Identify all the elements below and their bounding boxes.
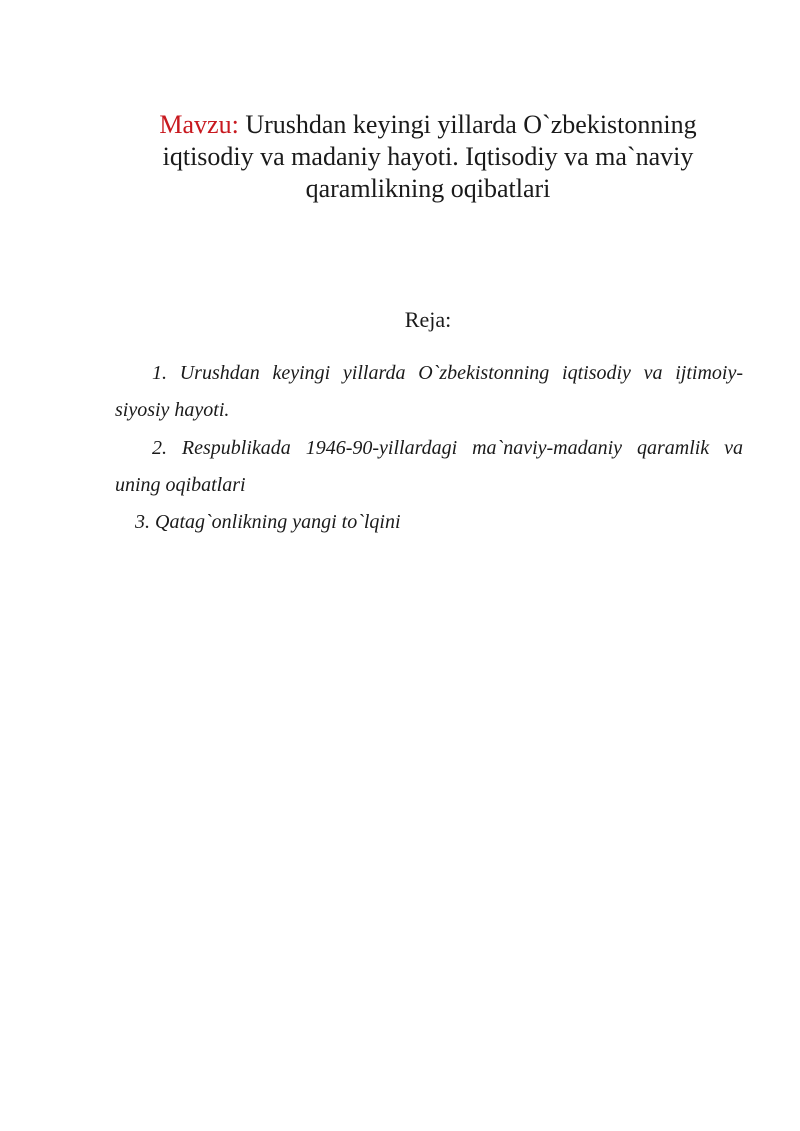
plan-item: 1. Urushdan keyingi yillarda O`zbekistonning iqtisodiy va ijtimoiy-siyosiy hayoti. (115, 362, 743, 421)
document-title (120, 109, 736, 205)
plan-heading: Reja: (404, 307, 452, 332)
plan-item: 3. Qatag`onlikning yangi to`lqini (135, 511, 401, 533)
plan-item: 2. Respublikada 1946-90-yillardagi ma`naviy-madaniy qaramlik va uning oqibatlari (115, 437, 743, 496)
title-text: Urushdan keyingi yillarda O`zbekistonning iqtisodiy va madaniy hayoti. Iqtisodiy va ma`naviy qaramlikning oqibatlari (162, 110, 697, 203)
title-label: Mavzu: (159, 110, 239, 139)
